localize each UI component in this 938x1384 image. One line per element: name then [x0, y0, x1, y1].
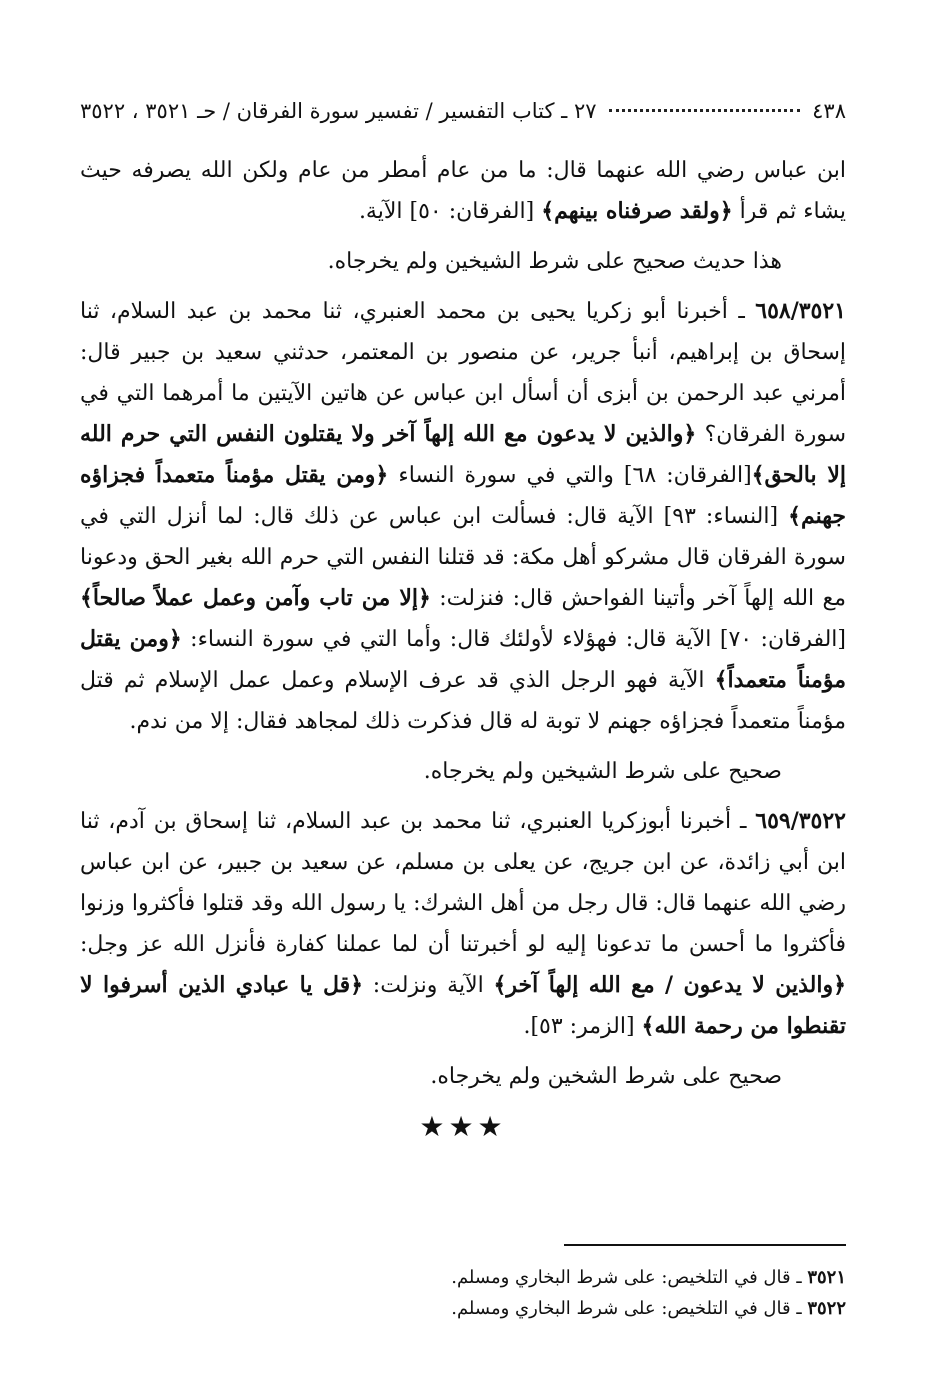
footnote: [80, 1262, 846, 1293]
footnote-rule: [564, 1244, 846, 1246]
text-segment: الآية ونزلت:: [363, 973, 494, 998]
text-segment: [النساء: ٩٣] الآية قال: فسألت ابن عباس عن ذلك قال: لما أنزل التي في سورة الفرقان قال مشركو أهل مكة: قد قتلنا النفس التي حرم الله بغير الحق ودعونا مع الله إلهاً آخر وأتينا الفواحش قال: فنزلت:: [80, 504, 847, 611]
footnote: [80, 1293, 846, 1324]
quran-quote: ﴿والذين لا يدعون مع الله إلهاً آخر ولا يقتلون النفس التي حرم الله إلا بالحق﴾: [80, 421, 847, 488]
hadith-3521: [80, 291, 846, 742]
verdict-statement: صحيح على شرط الشيخين ولم يخرجاه.: [423, 759, 782, 784]
text-segment: [الزمر: ٥٣].: [523, 1014, 642, 1039]
hadith-number: ٦٥٩/٣٥٢٢: [755, 808, 846, 834]
footnote-text: ـ قال في التلخيص: على شرط البخاري ومسلم.: [451, 1267, 808, 1288]
text-segment: [الفرقان: ٧٠] الآية قال: فهؤلاء لأولئك قال: وأما التي في سورة النساء:: [181, 627, 846, 652]
quran-quote: ﴿ومن يقتل مؤمناً متعمداً﴾: [80, 626, 846, 693]
footnote-text: ـ قال في التلخيص: على شرط البخاري ومسلم.: [451, 1298, 808, 1319]
dotted-leader: [609, 109, 801, 112]
quran-quote: ﴿إلا من تاب وآمن وعمل عملاً صالحاً﴾: [80, 585, 431, 611]
paragraph-continuation: [80, 150, 846, 232]
quran-quote: ﴿قل يا عبادي الذين أسرفوا لا تقنطوا من رحمة الله﴾: [80, 972, 846, 1039]
running-title: ٢٧ ـ كتاب التفسير / تفسير سورة الفرقان / حـ ٣٥٢١ ، ٣٥٢٢: [80, 99, 597, 123]
page-header: [80, 96, 846, 126]
text-segment: ـ أخبرنا أبوزكريا العنبري، ثنا محمد بن عبد السلام، ثنا إسحاق بن آدم، ثنا ابن أبي زائدة، عن ابن جريج، عن يعلى بن مسلم، عن سعيد بن جبير، عن ابن عباس رضي الله عنهما قال: قال رجل من أهل الشرك: يا رسول الله وقد قتلوا فأكثروا وزنوا فأكثروا ما أحسن ما تدعونا إليه لو أخبرتنا أن لما عملنا كفارة فأنزل الله عز وجل:: [80, 809, 846, 957]
verdict-statement: صحيح على شرط الشخين ولم يخرجاه.: [430, 1064, 782, 1089]
footnote-number: ٣٥٢٢: [807, 1298, 846, 1319]
quran-quote: ﴿والذين لا يدعون / مع الله إلهاً آخر﴾: [493, 972, 846, 998]
page-body: [80, 150, 846, 1147]
text-segment: ـ أخبرنا أبو زكريا يحيى بن محمد العنبري، ثنا محمد بن عبد السلام، ثنا إسحاق بن إبراهيم، أنبأ جرير، عن منصور بن المعتمر، حدثني سعيد بن جبير قال: أمرني عبد الرحمن بن أبزى أن أسأل ابن عباس عن هاتين الآيتين ما أمرهما التي في سورة الفرقان؟: [80, 299, 846, 447]
text-segment: ابن عباس رضي الله عنهما قال: ما من عام أمطر من عام ولكن الله يصرفه حيث يشاء ثم قرأ: [80, 158, 846, 224]
text-segment: الآية فهو الرجل الذي قد عرف الإسلام وعمل عمل الإسلام ثم قتل مؤمناً متعمداً فجزاؤه جهنم لا توبة له قال فذكرت ذلك لمجاهد فقال: إلا من ندم.: [80, 668, 846, 734]
section-separator: ★★★: [419, 1110, 507, 1143]
text-segment: [الفرقان: ٥٠] الآية.: [358, 199, 542, 224]
quran-quote: ﴿ولقد صرفناه بينهم﴾: [541, 198, 733, 224]
hadith-number: ٦٥٨/٣٥٢١: [755, 298, 846, 324]
footnotes: [80, 1262, 846, 1324]
page-number: ٤٣٨: [812, 99, 846, 123]
footnote-number: ٣٥٢١: [807, 1267, 846, 1288]
text-segment: [الفرقان: ٦٨] والتي في سورة النساء: [388, 463, 752, 488]
quran-quote: ﴿ومن يقتل مؤمناً متعمداً فجزاؤه جهنم﴾: [80, 462, 847, 529]
hadith-3522: [80, 801, 846, 1047]
verdict-statement: هذا حديث صحيح على شرط الشيخين ولم يخرجاه.: [327, 249, 782, 274]
